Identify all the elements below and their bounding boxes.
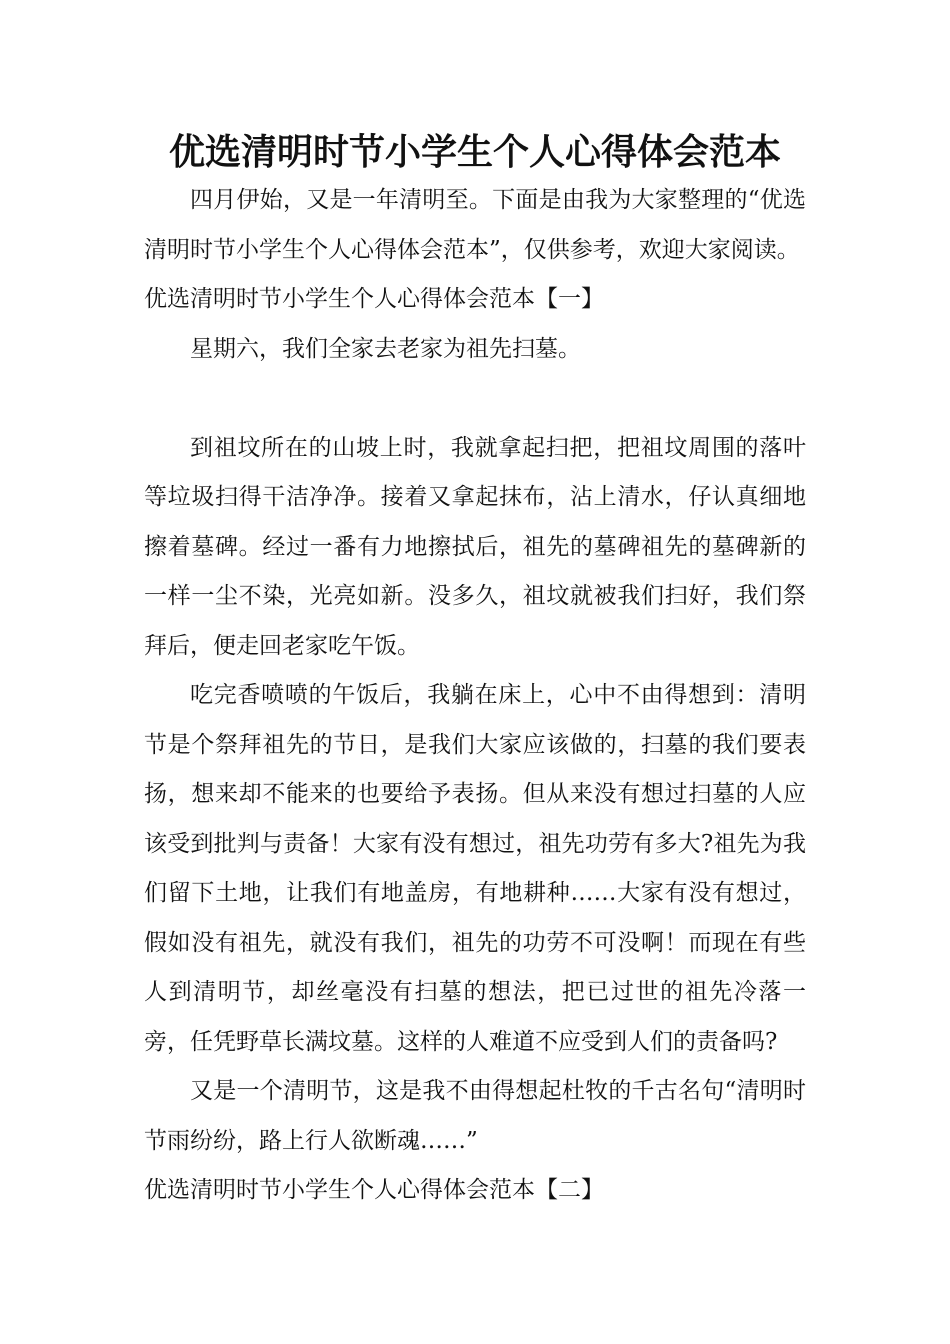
section-heading-2: 优选清明时节小学生个人心得体会范本【二】 [144,1177,604,1203]
paragraph-1: 星期六，我们全家去老家为祖先扫墓。 [190,335,581,362]
blank-line [144,374,806,424]
section-heading-1: 优选清明时节小学生个人心得体会范本【一】 [144,286,604,312]
paragraph-2: 到祖坟所在的山坡上时，我就拿起扫把，把祖坟周围的落叶等垃圾扫得干洁净净。接着又拿起抹布，沾上清水，仔认真细地擦着墓碑。经过一番有力地擦拭后，祖先的墓碑祖先的墓碑新的一样一尘不染，光亮如新。没多久，祖坟就被我们扫好，我们祭拜后，便走回老家吃午饭。 [144,434,806,659]
document-body [144,176,806,1216]
document-title: 优选清明时节小学生个人心得体会范本 [168,132,781,173]
intro-paragraph: 四月伊始，又是一年清明至。下面是由我为大家整理的“优选清明时节小学生个人心得体会范本”，仅供参考，欢迎大家阅读。 [144,187,806,263]
paragraph-3: 吃完香喷喷的午饭后，我躺在床上，心中不由得想到：清明节是个祭拜祖先的节日，是我们大家应该做的，扫墓的我们要表扬，想来却不能来的也要给予表扬。但从来没有想过扫墓的人应该受到批判与责备！大家有没有想过，祖先功劳有多大?祖先为我们留下土地，让我们有地盖房，有地耕种……大家有没有想过，假如没有祖先，就没有我们，祖先的功劳不可没啊！而现在有些人到清明节，却丝毫没有扫墓的想法，把已过世的祖先冷落一旁，任凭野草长满坟墓。这样的人难道不应受到人们的责备吗? [144,682,806,1055]
paragraph-4: 又是一个清明节，这是我不由得想起杜牧的千古名句“清明时节雨纷纷，路上行人欲断魂……” [144,1078,806,1154]
